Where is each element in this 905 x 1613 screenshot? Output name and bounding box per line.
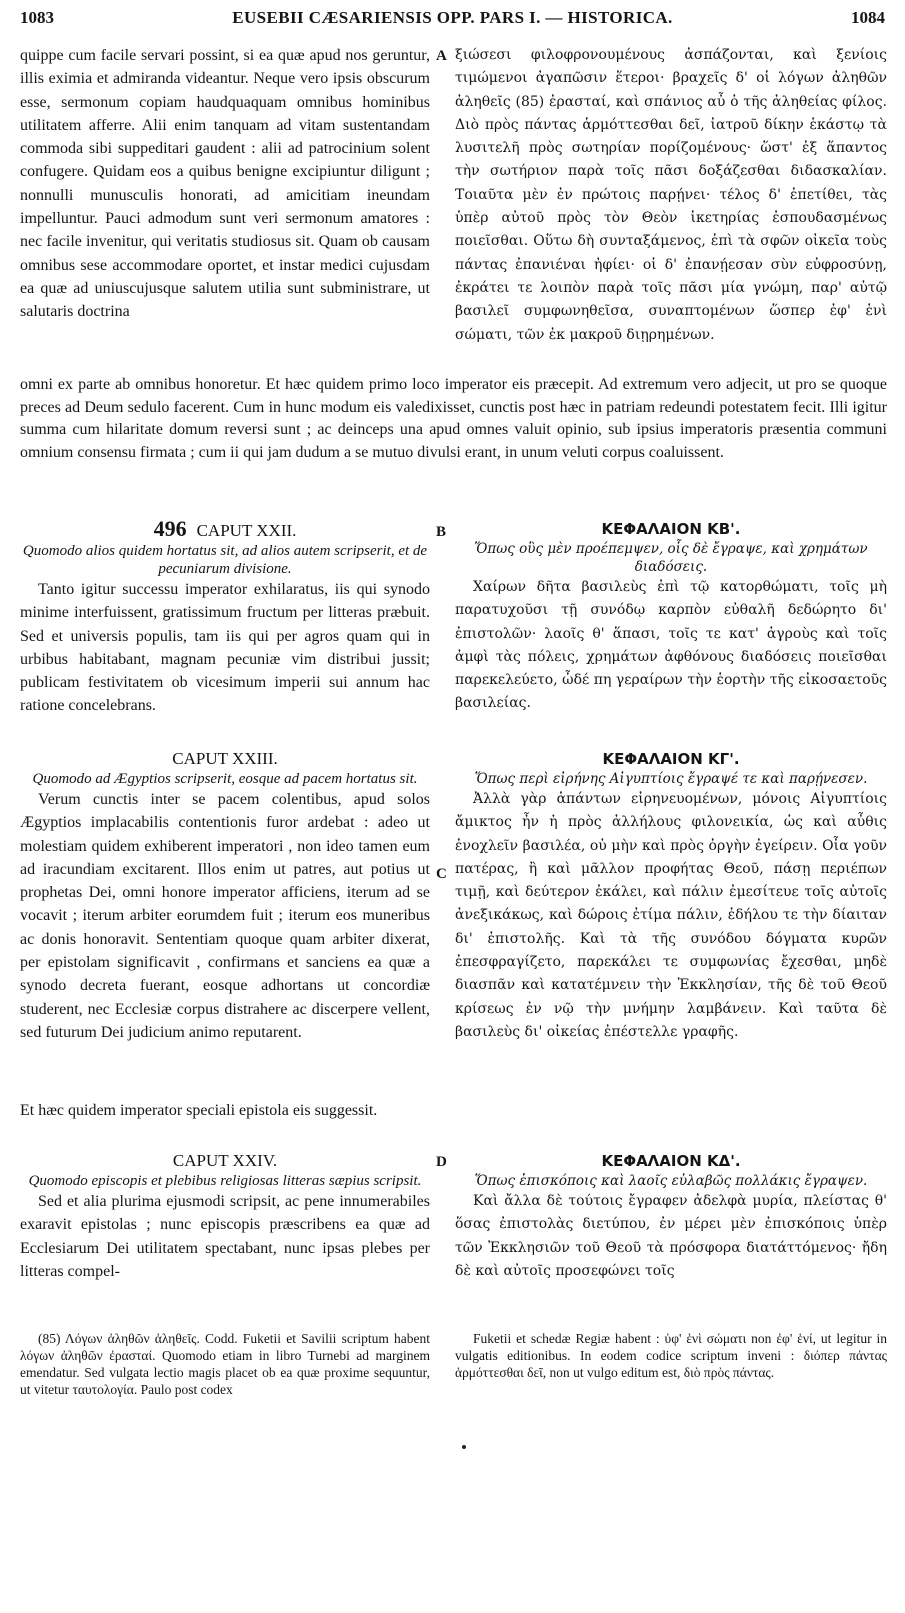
chapter-22-latin-subtitle: Quomodo alios quidem hortatus sit, ad alios autem scripserit, et de pecuniarum divisione.: [22, 543, 428, 577]
chapter-23-greek-body-wrap: [455, 788, 887, 1044]
running-header: [20, 8, 885, 34]
footnote-85: (85) Λόγων ἀληθῶν ἀληθεῖς. Codd. Fuketii et Savilii scriptum habent λόγων ἀληθῶν ἐρασταί. Quomodo etiam in libro Turnebi ad marginem emendatur. Sed vulgata lectio magis placet ob ea quæ proxime sequuntur, ut vitetur ταυτολογία. Paulo post codex: [20, 1331, 430, 1397]
section-marker-b: B: [436, 524, 447, 540]
chapter-24-latin-body: Sed et alia plurima ejusmodi scripsit, ac pene innumerabiles exaravit epistolas ; nunc episcopis præscribens ea quæ ad Ecclesiarum Dei utilitatem spectabant, nunc ipsas plebes per litteras compel-: [20, 1193, 430, 1280]
chapter-22-greek-body-wrap: [455, 576, 887, 716]
section-marker-d: D: [436, 1154, 447, 1170]
chapter-23-latin: [20, 748, 430, 1098]
section-marker-c: C: [436, 866, 447, 882]
chapter-23-latin-body: Verum cunctis inter se pacem colentibus, apud solos Ægyptios implacabilis contentionis furor ardebat : adeo ut molestiam quidem exhiberent imperatori , non ideo tamen eum ad iracundiam excitarent. Illos enim ut patres, aut potius ut prophetas Dei, omni honore imperator afficiens, iterum ad se vocavit ; iterum arbiter eorumdem fuit ; iterum eos muneribus ac donis honoravit. Sententiam quoque quam arbiter dixerat, per epistolam significavit , confirmans et sanciens ea quæ a synodo decreta fuerant, eosque adhortans ut concordiæ studerent, nec Ecclesiæ corpus distrahere ac discerpere vellent, sed futurum Dei judicium animo reputarent.: [20, 791, 430, 1041]
chapter-22-latin-body-wrap: [20, 578, 430, 718]
chapter-23-greek: [455, 748, 887, 1098]
section-marker-a: A: [436, 48, 447, 64]
chapter-24-greek-title: ΚΕΦΑΛΑΙΟΝ ΚΔ'.: [601, 1152, 741, 1170]
chapter-23-latin-body-wrap: [20, 788, 430, 1044]
chapter-22-latin-body: Tanto igitur successu imperator exhilaratus, iis qui synodo minime interfuissent, gratissimum fructum per litteras præbuit. Sed et universis populis, tam iis qui per agros quam qui in urbibus habitabant, magnam pecuniæ vim distribui jussit; publicam festivitatem ob vicesimum imperii sui annum hac ratione concelebrans.: [20, 581, 430, 715]
chapter-24-latin-title: CAPUT XXIV.: [172, 1151, 278, 1170]
chapter-22-latin: [20, 518, 430, 746]
chapter-24-latin: [20, 1150, 430, 1322]
footnote-left: [20, 1330, 430, 1440]
running-title: EUSEBII CÆSARIENSIS OPP. PARS I. — HISTORICA.: [232, 8, 673, 27]
chapter-23-latin-subtitle: Quomodo ad Ægyptios scripserit, eosque ad pacem hortatus sit.: [32, 771, 418, 787]
latin-full-width-top: [20, 374, 887, 514]
chapter-22-greek-body: Χαίρων δῆτα βασιλεὺς ἐπὶ τῷ κατορθώματι, τοῖς μὴ παρατυχοῦσι τῇ συνόδῳ καρπὸν εὐθαλῆ δεδώρητο δι' ἐπιστολῶν· λαοῖς θ' ἅπασι, τοῖς τε κατ' ἀγροὺς καὶ τοῖς ἀμφὶ τὰς πόλεις, χρημάτων ἀφθόνους διαδόσεις ποιεῖσθαι παρεκελεύετο, ὧδέ πη γεραίρων τὴν ἑορτὴν τῆς εἰκοσαετοῦς βασιλείας.: [455, 579, 887, 712]
chapter-23-greek-body: Ἀλλὰ γὰρ ἁπάντων εἰρηνευομένων, μόνοις Αἰγυπτίοις ἄμικτος ἦν ἡ πρὸς ἀλλήλους φιλονεικία, ὡς καὶ αὖθις ἐνοχλεῖν βασιλέα, οὐ μὴν καὶ πρὸς ὀργὴν ἐγείρειν. Οἷα γοῦν πατέρας, ἢ καὶ μᾶλλον προφήτας Θεοῦ, πάσῃ περιέπων τιμῇ, καὶ δεύτερον ἐκάλει, καὶ πάλιν ἐμεσίτευε τοῖς αὐτοῖς ἀνεξικάκως, καὶ δώροις ἐτίμα πάλιν, ἐδήλου τε τὴν δίαιταν δι' ἐπιστολῆς. Καὶ τὰ τῆς συνόδου δόγματα κυρῶν ἐπεσφραγίζετο, παρεκάλει τε συμφωνίας ἔχεσθαι, μηδὲ διασπᾶν καὶ κατατέμνειν τὴν Ἐκκλησίαν, τῆς δὲ τοῦ Θεοῦ κρίσεως ἐν νῷ τὴν μνήμην λαμβάνειν. Καὶ ταῦτα δὲ βασιλεὺς δι' οἰκείας ἐπέστελλε γραφῆς.: [455, 791, 887, 1040]
footnote-right: [455, 1330, 887, 1440]
chapter-24-greek-subtitle: Ὅπως ἐπισκόποις καὶ λαοῖς εὐλαβῶς πολλάκις ἔγραψεν.: [474, 1173, 868, 1189]
greek-column-top: [455, 44, 887, 374]
chapter-23-full-width: [20, 1100, 887, 1142]
chapter-24-latin-subtitle: Quomodo episcopis et plebibus religiosas litteras sæpius scripsit.: [28, 1173, 422, 1189]
chapter-24-greek-body: Καὶ ἄλλα δὲ τούτοις ἔγραφεν ἀδελφὰ μυρία, πλείστας θ' ὅσας ἐπιστολὰς διετύπου, ἐν μέρει μὲν ἐπισκόποις ὑπὲρ τῶν Ἐκκλησιῶν τοῦ Θεοῦ τὰ πρόσφορα διατάττόμενος· ἤδη δὲ καὶ αὐτοῖς προσεφώνει τοῖς: [455, 1193, 887, 1279]
chapter-23-greek-subtitle: Ὅπως περὶ εἰρήνης Αἰγυπτίοις ἔγραψέ τε καὶ παρῄνεσεν.: [474, 771, 868, 787]
greek-text-top: ξιώσεσι φιλοφρονουμένους ἀσπάζονται, καὶ ξενίοις τιμώμενοι ἀγαπῶσιν ἕτεροι· βραχεῖς δ' οἱ λόγων ἀληθῶν ἀληθεῖς (85) ἐρασταί, καὶ σπάνιος αὖ ὁ τῆς ἀληθείας φίλος. Διὸ πρὸς πάντας ἁρμόττεσθαι δεῖ, ἰατροῦ δίκην ἑκάστῳ τὰ λυσιτελῆ πρὸς σωτηρίαν πορίζομένους· ὥστ' ἐξ ἅπαντος τὴν σωτήριον παρὰ τοῖς πᾶσι δοξάζεσθαι διδασκαλίαν. Τοιαῦτα μὲν ἐν πρώτοις παρῄνει· τέλος δ' ἐπετίθει, τὰς ὑπὲρ αὐτοῦ πρὸς τὸν Θεὸν ἱκετηρίας ἐσπουδασμένως ποιεῖσθαι. Οὕτω δὴ συνταξάμενος, ἐπὶ τὰ σφῶν οἰκεῖα τοὺς πάντας ἐπανιέναι ἠφίει· οἱ δ' ἐπανῄεσαν σὺν εὐφροσύνῃ, ἐκράτει τε λοιπὸν παρὰ τοῖς πᾶσι μία γνώμη, παρ' αὐτῷ βασιλεῖ συμφωνηθεῖσα, συναπτομένων ὥσπερ ἐφ' ἑνὶ σώματι, τῶν ἐκ μακροῦ διῃρημένων.: [455, 47, 887, 343]
footnote-85-continued: Fuketii et schedæ Regiæ habent : ὑφ' ἑνὶ σώματι non ἐφ' ἑνί, ut legitur in vulgatis editionibus. In eodem codice scriptum inveni : διόπερ πάντας ἁρμόττεσθαι δεῖ, non ut vulgo editum est, διὸ πρὸς πάντας.: [455, 1331, 887, 1380]
chapter-23-latin-title: CAPUT XXIII.: [172, 749, 278, 768]
page-number-right: 1084: [851, 8, 885, 27]
chapter-24-latin-body-wrap: [20, 1190, 430, 1283]
latin-column-top: [20, 44, 430, 374]
latin-text-top: quippe cum facile servari possint, si ea quæ apud nos geruntur, illis eximia et admiranda videantur. Neque vero ipsis obscurum esse, sermonum copiam haudquaquam omnibus hominibus utilitatem afferre. Alii enim tanquam ad vitam sustentandam commoda sibi suppeditari gaudent : alii ad patrocinium solent confugere. Quidam eos a quibus benigne excipiuntur diligunt ; nonnulli munusculis honorati, ad amicitiam ineundam impelluntur. Pauci admodum sunt veri sermonum amatores : nec facile invenitur, qui veritatis studiosus sit. Quam ob causam omnibus sese accommodare oportet, et instar medici cujusdam ea quæ ad uniuscujusque salutem utilia sunt subministrare, ut salutaris doctrina: [20, 47, 430, 321]
chapter-24-greek-body-wrap: [455, 1190, 887, 1283]
latin-full-text-top: omni ex parte ab omnibus honoretur. Et hæc quidem primo loco imperator eis præcepit. Ad extremum vero adjecit, ut pro se quoque preces ad Deum sedulo facerent. Cum in hunc modum eis valedixisset, cunctis post hæc in patriam redeundi potestatem fecit. Illi igitur summa cum hilaritate domum reversi sunt ; ac deinceps una apud omnes valuit opinio, sub ipsius imperatoris præsentia communi omnium consensu firmata ; cum ii qui jam dudum a se mutuo divulsi erant, in unum veluti corpus coaluissent.: [20, 376, 887, 461]
stray-dot: [462, 1445, 466, 1449]
chapter-22-latin-heading: [20, 518, 430, 542]
chapter-22-greek-subtitle: Ὅπως οὓς μὲν προέπεμψεν, οἷς δὲ ἔγραψε, καὶ χρημάτων διαδόσεις.: [474, 541, 868, 575]
chapter-22-latin-title: CAPUT XXII.: [196, 521, 297, 540]
column-number: 496: [153, 518, 187, 541]
chapter-22-greek: [455, 518, 887, 728]
chapter-22-greek-title: ΚΕΦΑΛΑΙΟΝ ΚΒ'.: [601, 520, 741, 538]
chapter-23-full-text: Et hæc quidem imperator speciali epistola eis suggessit.: [20, 1102, 378, 1119]
chapter-24-greek: [455, 1150, 887, 1322]
chapter-23-greek-title: ΚΕΦΑΛΑΙΟΝ ΚΓ'.: [602, 750, 740, 768]
page-number-left: 1083: [20, 8, 54, 27]
